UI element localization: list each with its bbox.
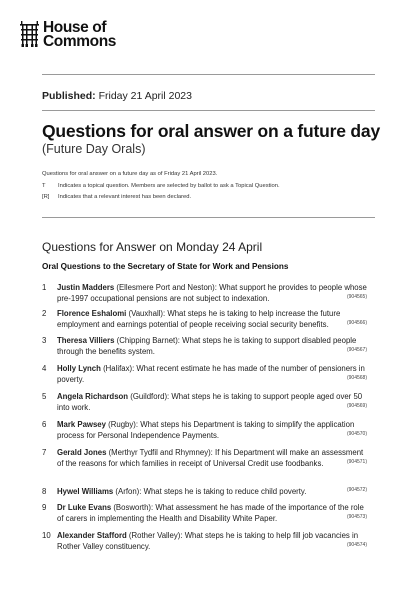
- question-number: 3: [42, 336, 47, 345]
- member-name: Mark Pawsey: [57, 420, 106, 429]
- key-text: Indicates a topical question. Members are selected by ballot to ask a Topical Question.: [58, 183, 280, 189]
- constituency: (Chipping Barnet):: [114, 336, 180, 345]
- question-text: What steps he is taking to help increase the future employment and earnings potential of people receiving social security benefits.: [57, 309, 341, 329]
- question-number: 8: [42, 487, 47, 496]
- section-heading: Questions for Answer on Monday 24 April: [42, 240, 263, 254]
- constituency: (Ellesmere Port and Neston):: [114, 283, 217, 292]
- question-text: What steps his Department is taking to simplify the application process for Personal Independence Payments.: [57, 420, 355, 440]
- question-item: [42, 308, 367, 330]
- published-date: Friday 21 April 2023: [98, 90, 192, 102]
- question-ref: (904574): [346, 542, 367, 548]
- constituency: (Halifax):: [100, 364, 135, 373]
- constituency: (Bosworth):: [111, 503, 154, 512]
- question-item: [42, 419, 367, 441]
- published-label: Published:: [42, 90, 96, 102]
- question-text: What steps he is taking to support disabled people through the benefits system.: [57, 336, 357, 356]
- question-ref: (904570): [346, 431, 367, 437]
- question-number: 9: [42, 503, 47, 512]
- question-number: 10: [42, 531, 51, 540]
- member-name: Holly Lynch: [57, 364, 101, 373]
- logo-line-1: House of: [43, 19, 107, 36]
- divider-published: [42, 110, 375, 111]
- subheading: Oral Questions to the Secretary of State for Work and Pensions: [42, 262, 289, 271]
- question-item: [42, 502, 367, 524]
- key-topical: [42, 182, 280, 190]
- question-number: 1: [42, 283, 47, 292]
- question-item: [42, 335, 367, 357]
- question-ref: (904572): [346, 487, 367, 493]
- question-item: [42, 447, 367, 469]
- question-ref: (904568): [346, 375, 367, 381]
- question-ref: (904573): [346, 514, 367, 520]
- member-name: Alexander Stafford: [57, 531, 127, 540]
- question-item: [42, 530, 367, 552]
- member-name: Gerald Jones: [57, 448, 107, 457]
- question-ref: (904569): [346, 403, 367, 409]
- question-number: 5: [42, 392, 47, 401]
- intro-text: Questions for oral answer on a future day as of Friday 21 April 2023.: [42, 171, 218, 177]
- logo-wordmark: [43, 21, 116, 48]
- constituency: (Rugby):: [105, 420, 139, 429]
- key-symbol: [R]: [42, 194, 50, 200]
- question-number: 4: [42, 364, 47, 373]
- member-name: Dr Luke Evans: [57, 503, 112, 512]
- member-name: Florence Eshalomi: [57, 309, 127, 318]
- question-ref: (904565): [346, 294, 367, 300]
- constituency: (Arfon):: [113, 487, 142, 496]
- question-number: 2: [42, 309, 47, 318]
- member-name: Hywel Williams: [57, 487, 114, 496]
- question-text: What recent estimate he has made of the number of pensioners in poverty.: [57, 364, 365, 384]
- question-text: If his Department will make an assessment of the reasons for which families in receipt of Universal Credit use foodbanks.: [57, 448, 364, 468]
- house-of-commons-logo: [20, 21, 116, 48]
- divider-top: [42, 74, 375, 75]
- member-name: Angela Richardson: [57, 392, 129, 401]
- question-text: What support he provides to people whose pre-1997 occupational pensions are not subject to indexation.: [57, 283, 367, 303]
- page-title: Questions for oral answer on a future day: [42, 121, 380, 141]
- question-text: What steps he is taking to support people aged over 50 into work.: [57, 392, 363, 412]
- question-item: [42, 391, 367, 413]
- question-ref: (904571): [346, 459, 367, 465]
- question-text: What assessment he has made of the importance of the role of carers in implementing the Health and Disability White Paper.: [57, 503, 364, 523]
- question-ref: (904567): [346, 347, 367, 353]
- question-text: What steps he is taking to reduce child poverty.: [141, 487, 307, 496]
- question-item: [42, 486, 367, 497]
- divider-keys: [42, 217, 375, 218]
- question-item: [42, 282, 367, 304]
- member-name: Justin Madders: [57, 283, 115, 292]
- page-subtitle: (Future Day Orals): [42, 142, 146, 156]
- constituency: (Rother Valley):: [126, 531, 183, 540]
- logo-line-2: Commons: [43, 32, 116, 50]
- question-ref: (904566): [346, 320, 367, 326]
- question-number: 6: [42, 420, 47, 429]
- key-text: Indicates that a relevant interest has been declared.: [58, 194, 192, 200]
- published-line: [42, 90, 192, 102]
- portcullis-icon: [20, 21, 39, 47]
- question-text: What steps he is taking to help fill job vacancies in Rother Valley constituency.: [57, 531, 359, 551]
- member-name: Theresa Villiers: [57, 336, 115, 345]
- constituency: (Guildford):: [128, 392, 170, 401]
- key-symbol: T: [42, 183, 46, 189]
- question-item: [42, 363, 367, 385]
- constituency: (Vauxhall):: [126, 309, 166, 318]
- question-number: 7: [42, 448, 47, 457]
- key-interest: [42, 193, 191, 201]
- constituency: (Merthyr Tydfil and Rhymney):: [106, 448, 213, 457]
